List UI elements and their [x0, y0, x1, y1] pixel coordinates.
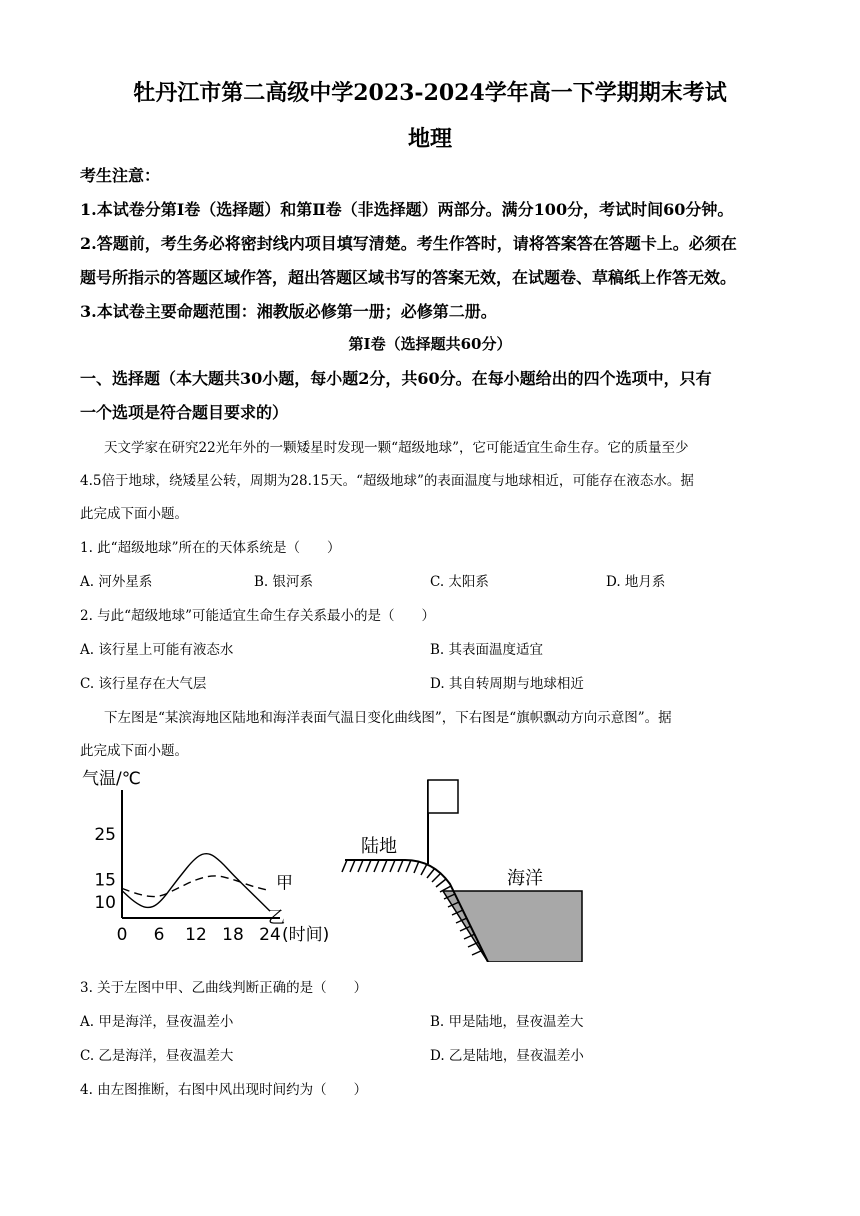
y-tick-label-10: 10 — [94, 893, 116, 913]
section1-instruction-2: 一个选项是符合题目要求的） — [80, 403, 289, 422]
q1-option-b: B. 银河系 — [254, 574, 314, 590]
series-label-乙: 乙 — [268, 908, 285, 929]
x-tick-label-0: 0 — [116, 925, 128, 945]
passage1-line-3: 此完成下面小题。 — [80, 506, 188, 522]
series-line-甲 — [122, 876, 270, 897]
notice-item-2: 2.答题前，考生务必将密封线内项目填写清楚。考生作答时，请将答案答在答题卡上。必须在 — [80, 234, 737, 253]
q3-option-d: D. 乙是陆地，昼夜温差小 — [430, 1048, 584, 1064]
passage1-line-2: 4.5倍于地球，绕矮星公转，周期为28.15天。“超级地球”的表面温度与地球相近，可能存在液态水。据 — [80, 473, 694, 489]
q4-stem: 4. 由左图推断，右图中风出现时间约为（ ） — [80, 1082, 368, 1098]
q2-option-c: C. 该行星存在大气层 — [80, 676, 207, 692]
section1-title: 第Ⅰ卷（选择题共60分） — [348, 335, 512, 353]
passage2-line-2: 此完成下面小题。 — [80, 743, 188, 759]
q3-option-b: B. 甲是陆地，昼夜温差大 — [430, 1014, 584, 1030]
x-tick-label-12: 12 — [185, 925, 207, 945]
exam-title: 牡丹江市第二高级中学2023-2024学年高一下学期期末考试 — [133, 80, 727, 106]
passage2-line-1: 下左图是“某滨海地区陆地和海洋表面气温日变化曲线图”，下右图是“旗帜飘动方向示意图”。据 — [104, 710, 672, 726]
flag-icon — [428, 780, 458, 813]
sea-label: 海洋 — [507, 868, 543, 889]
y-tick-label-25: 25 — [94, 825, 116, 845]
notice-item-3: 3.本试卷主要命题范围：湘教版必修第一册；必修第二册。 — [80, 302, 497, 321]
q2-option-d: D. 其自转周期与地球相近 — [430, 676, 584, 692]
flag-diagram — [335, 772, 595, 962]
q3-option-c: C. 乙是海洋，昼夜温差大 — [80, 1048, 234, 1064]
land-label: 陆地 — [361, 836, 397, 857]
q2-option-a: A. 该行星上可能有液态水 — [80, 642, 234, 658]
q3-stem: 3. 关于左图中甲、乙曲线判断正确的是（ ） — [80, 980, 368, 996]
series-line-乙 — [122, 854, 270, 911]
notice-item-2-cont: 题号所指示的答题区域作答，超出答题区域书写的答案无效，在试题卷、草稿纸上作答无效。 — [80, 268, 737, 287]
q1-option-c: C. 太阳系 — [430, 574, 489, 590]
q1-option-a: A. 河外星系 — [80, 574, 153, 590]
q2-stem: 2. 与此“超级地球”可能适宜生命生存关系最小的是（ ） — [80, 608, 435, 624]
sea-water — [443, 891, 582, 962]
temperature-chart — [80, 768, 350, 958]
x-tick-label-24: 24 — [259, 925, 281, 945]
exam-subject: 地理 — [407, 126, 452, 152]
q1-option-d: D. 地月系 — [606, 574, 666, 590]
x-tick-label-18: 18 — [222, 925, 244, 945]
y-axis-label: 气温/℃ — [82, 769, 141, 789]
x-tick-label-6: 6 — [153, 925, 165, 945]
q2-option-b: B. 其表面温度适宜 — [430, 642, 544, 658]
section1-instruction-1: 一、选择题（本大题共30小题，每小题2分，共60分。在每小题给出的四个选项中，只有 — [80, 369, 712, 388]
x-axis-label: (时间) — [282, 925, 330, 945]
y-tick-label-15: 15 — [94, 870, 116, 891]
series-label-甲: 甲 — [276, 873, 293, 894]
q1-stem: 1. 此“超级地球”所在的天体系统是（ ） — [80, 540, 341, 556]
notice-item-1: 1.本试卷分第Ⅰ卷（选择题）和第Ⅱ卷（非选择题）两部分。满分100分，考试时间60分钟。 — [80, 200, 734, 219]
passage1-line-1: 天文学家在研究22光年外的一颗矮星时发现一颗“超级地球”，它可能适宜生命生存。它的质量至少 — [104, 440, 689, 456]
notice-heading: 考生注意： — [80, 166, 161, 185]
q3-option-a: A. 甲是海洋，昼夜温差小 — [80, 1014, 234, 1030]
